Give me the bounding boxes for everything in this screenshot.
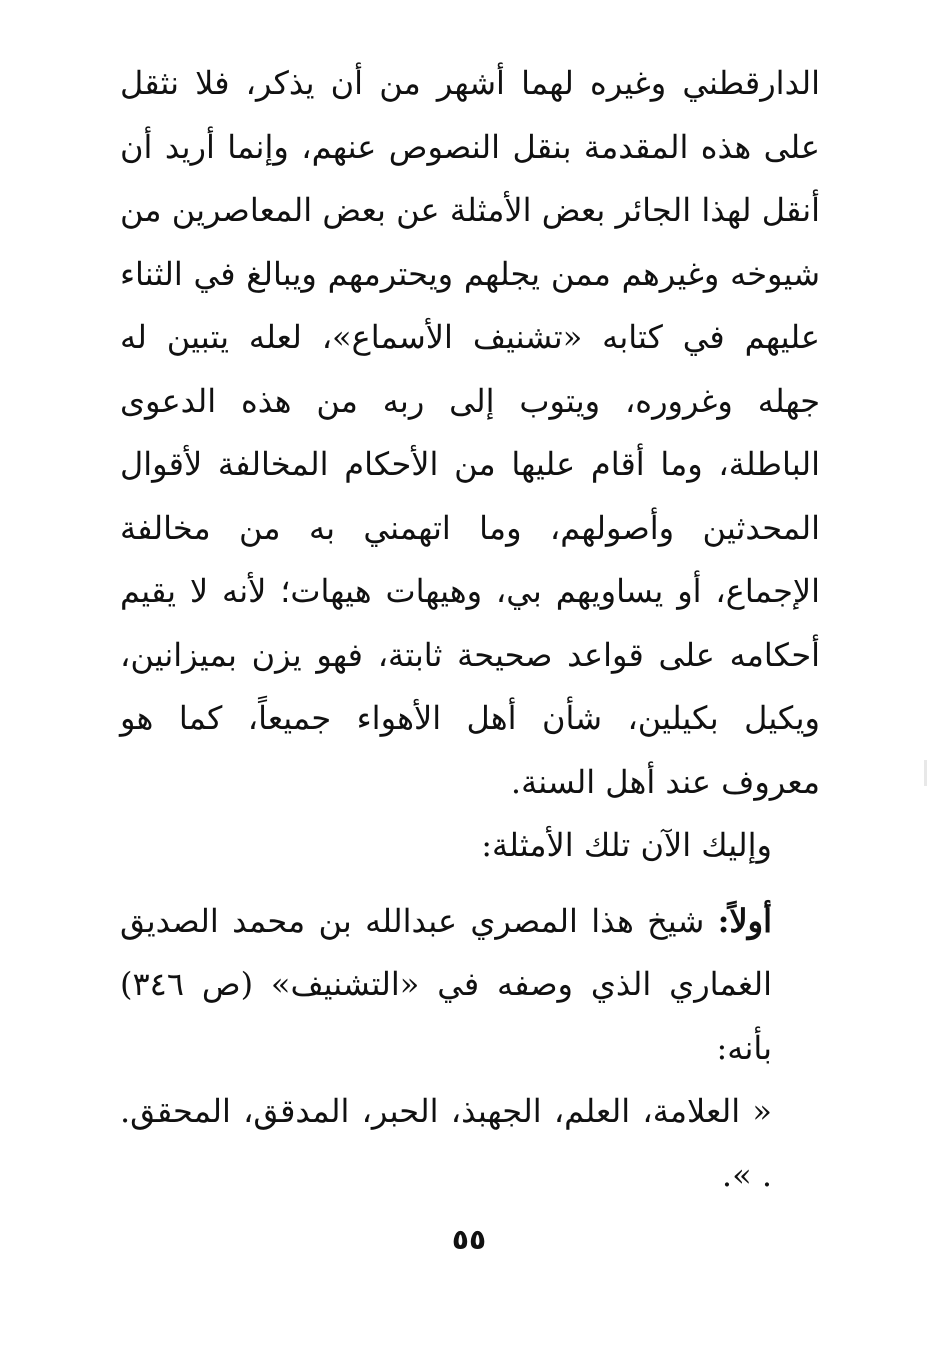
scan-mark bbox=[924, 760, 927, 786]
examples-intro: وإليك الآن تلك الأمثلة: bbox=[481, 826, 772, 864]
page-number: ٥٥ bbox=[451, 1223, 487, 1256]
example-first bbox=[120, 890, 820, 1081]
paragraph-main: الدارقطني وغيره لهما أشهر من أن يذكر، فلا نثقل على هذه المقدمة بنقل النصوص عنهم، وإنما أريد أن أنقل لهذا الجائر بعض الأمثلة عن بعض المعاصرين من شيوخه وغيرهم ممن يجلهم ويحترمهم ويبالغ في الثناء عليهم في كتابه «تشنيف الأسماع»، لعله يتبين له جهله وغروره، ويتوب إلى ربه من هذه الدعوى الباطلة، وما أقام عليها من الأحكام المخالفة لأقوال المحدثين وأصولهم، وما اتهمني به من مخالفة الإجماع، أو يساويهم بي، وهيهات هيهات؛ لأنه لا يقيم أحكامه على قواعد صحيحة ثابتة، فهو يزن بميزانين، ويكيل بكيلين، شأن أهل الأهواء جميعاً، كما هو معروف عند أهل السنة. bbox=[120, 64, 820, 801]
example-first-lead: أولاً: bbox=[717, 901, 773, 940]
page-text bbox=[120, 52, 820, 1207]
quoted-description: « العلامة، العلم، الجهبذ، الحبر، المدقق، المحقق. . ». bbox=[120, 1092, 772, 1194]
example-first-text: شيخ هذا المصري عبدالله بن محمد الصديق الغماري الذي وصفه في «التشنيف» (ص ٣٤٦) بأنه: bbox=[120, 901, 772, 1067]
